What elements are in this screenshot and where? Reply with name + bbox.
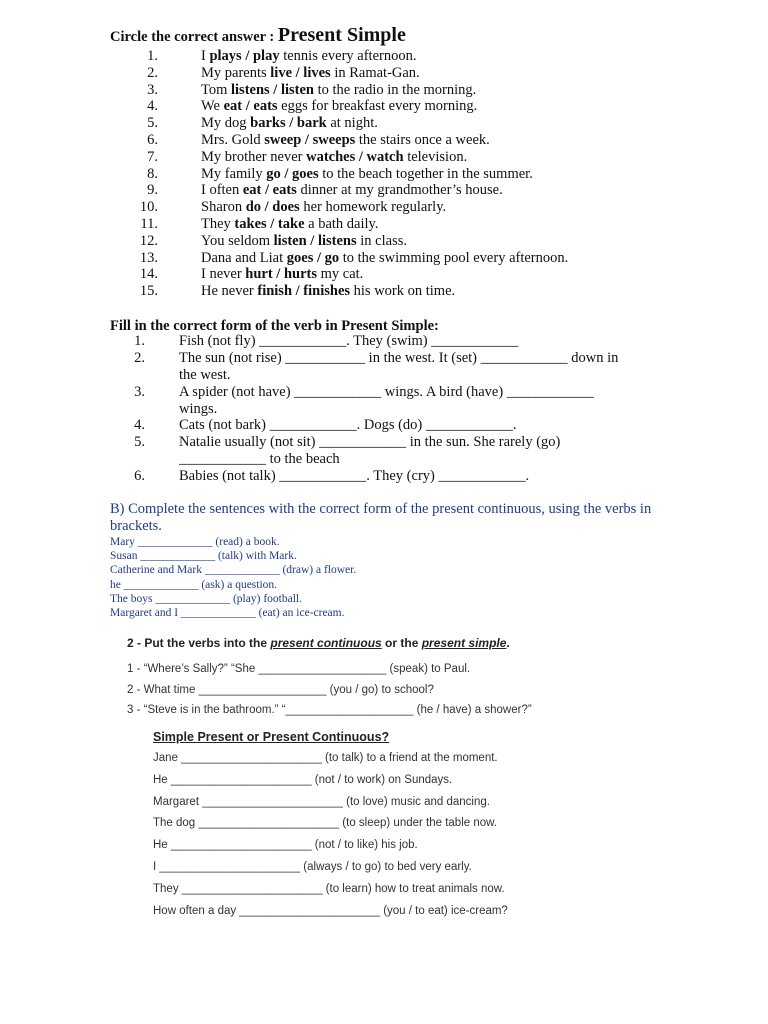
item-sentence: The sun (not rise) ___________ in the west. It (set) ____________ down in [179,350,619,366]
exercise-line: 3 - “Steve is in the bathroom.” “____________________ (he / have) a shower?” [127,704,532,716]
sentence-start: I often [201,182,243,199]
item-number: 10. [139,199,158,216]
item-sentence [201,82,476,99]
item-number: 8. [147,165,158,182]
sentence-start: Tom [201,81,231,98]
sentence-start: My dog [201,115,251,132]
item-sentence [201,115,378,132]
item-number: 15. [139,283,158,300]
exercise-line: They ______________________ (to learn) how to treat animals now. [153,882,505,895]
sentence-end: the stairs once a week. [355,132,490,148]
verb-choice: takes / take [234,216,305,232]
sentence-start: You seldom [201,232,274,249]
item-number: 7. [147,148,158,165]
item-number: 13. [139,249,158,266]
sentence-start: Dana and Liat [201,249,287,266]
item-number: 4. [147,98,158,115]
sentence-start: My parents [201,64,271,81]
worksheet-title [110,24,406,47]
sentence-end: eggs for breakfast every morning. [277,98,478,115]
sentence-start: I never [201,266,246,283]
exercise-line: How often a day ______________________ (you / to eat) ice-cream? [153,904,508,917]
sentence-start: He never [201,283,258,300]
sentence-start: Sharon [201,199,246,216]
verb-choice: listen / listens [273,232,357,249]
exercise-line: I ______________________ (always / to go) to bed very early. [153,861,472,873]
sentence-end: her homework regularly. [299,199,447,216]
sentence-end: at night. [326,115,378,132]
sentence-end: in class. [356,232,407,249]
item-sentence [201,132,490,149]
exercise-line: He ______________________ (not / to like) his job. [153,839,418,852]
verb-choice: sweep / sweeps [264,132,356,148]
exercise-line: The boys _____________ (play) football. [110,592,302,605]
item-sentence [201,199,446,216]
sentence-end: to the swimming pool every afternoon. [339,249,569,266]
sentence-start: Mrs. Gold [201,132,265,148]
exercise-line: The dog ______________________ (to sleep) under the table now. [153,817,498,830]
exercise-line: Margaret ______________________ (to love) music and dancing. [153,795,490,808]
item-sentence [201,149,467,166]
item-number: 2. [147,64,158,81]
item-number: 3. [134,384,145,400]
item-sentence: Cats (not bark) ____________. Dogs (do) ____________. [179,417,517,433]
sentence-end: television. [403,148,468,165]
exercise-line: Susan _____________ (talk) with Mark. [110,550,297,563]
item-number: 9. [147,182,158,199]
item-number: 11. [140,216,158,232]
item-sentence [201,250,568,267]
item-number: 5. [134,434,145,450]
exercise-line: Jane ______________________ (to talk) to a friend at the moment. [153,752,498,764]
item-sentence-continued: the west. [179,367,231,383]
simple-or-continuous-heading: Simple Present or Present Continuous? [153,730,390,744]
sentence-end: a bath daily. [304,216,379,232]
item-sentence [201,283,455,300]
sentence-end: my cat. [317,266,364,283]
sentence-end: his work on time. [350,283,456,300]
item-sentence [201,48,416,65]
exercise-line: 1 - “Where’s Sally?” “She ____________________ (speak) to Paul. [127,663,471,675]
item-sentence: Natalie usually (not sit) ____________ in the sun. She rarely (go) [179,434,561,450]
item-sentence [201,182,503,199]
item-sentence [201,98,477,115]
sentence-end: in Ramat-Gan. [330,64,420,81]
exercise-line: he _____________ (ask) a question. [110,578,278,591]
fill-in-heading: Fill in the correct form of the verb in Present Simple: [110,318,439,334]
item-sentence [201,216,378,233]
item-number: 14. [139,266,158,283]
sentence-end: to the beach together in the summer. [318,165,533,182]
item-sentence-continued: ____________ to the beach [179,451,340,467]
item-sentence [201,65,420,82]
sentence-end: dinner at my grandmother’s house. [296,182,503,199]
verb-choice: barks / bark [250,115,327,132]
sentence-start: I [201,48,210,64]
verb-choice: goes / go [286,249,340,266]
item-sentence [201,266,363,283]
item-sentence-continued: wings. [179,401,218,417]
exercise-line: Mary _____________ (read) a book. [110,536,280,548]
put-verbs-heading-end: . [506,636,510,650]
instruction-text: Circle the correct answer : [110,29,278,45]
put-verbs-heading-u2: present simple [421,636,507,650]
verb-choice: listens / listen [231,81,314,98]
item-number: 5. [147,115,158,132]
put-verbs-heading-u1: present continuous [270,636,382,650]
item-sentence [201,166,533,183]
item-sentence: A spider (not have) ____________ wings. A bird (have) ____________ [179,384,594,400]
exercise-line: Catherine and Mark _____________ (draw) a flower. [110,564,357,577]
item-sentence: Babies (not talk) ____________. They (cry) ____________. [179,468,530,484]
page-title: Present Simple [277,24,406,46]
verb-choice: live / lives [270,64,331,81]
exercise-line: Margaret and I _____________ (eat) an ice-cream. [110,607,345,619]
sentence-start: My brother never [201,148,307,165]
put-verbs-heading-mid: or the [381,636,422,650]
sentence-end: tennis every afternoon. [279,48,417,64]
verb-choice: plays / play [209,48,280,64]
sentence-start: My family [201,165,267,182]
put-verbs-heading [127,636,510,650]
sentence-end: to the radio in the morning. [313,81,477,98]
item-number: 3. [147,81,158,98]
verb-choice: eat / eats [223,98,278,115]
present-continuous-heading: B) Complete the sentences with the correct form of the present continuous, using the verbs in brackets. [110,501,652,534]
verb-choice: eat / eats [242,182,297,199]
item-number: 1. [147,48,158,64]
verb-choice: hurt / hurts [245,266,317,283]
sentence-start: They [201,216,235,232]
verb-choice: go / goes [266,165,319,182]
item-number: 6. [134,468,145,484]
item-number: 4. [134,417,145,433]
exercise-line: 2 - What time ____________________ (you / go) to school? [127,684,434,696]
item-number: 12. [139,232,158,249]
item-number: 6. [147,132,158,148]
exercise-line: He ______________________ (not / to work) on Sundays. [153,773,453,786]
sentence-start: We [201,98,224,115]
item-number: 2. [134,350,145,366]
item-sentence: Fish (not fly) ____________. They (swim) ____________ [179,333,519,349]
put-verbs-heading-pre: 2 - Put the verbs into the [127,636,271,650]
verb-choice: finish / finishes [257,283,351,300]
item-sentence [201,233,407,250]
verb-choice: do / does [245,199,300,216]
verb-choice: watches / watch [306,148,404,165]
item-number: 1. [134,333,145,349]
